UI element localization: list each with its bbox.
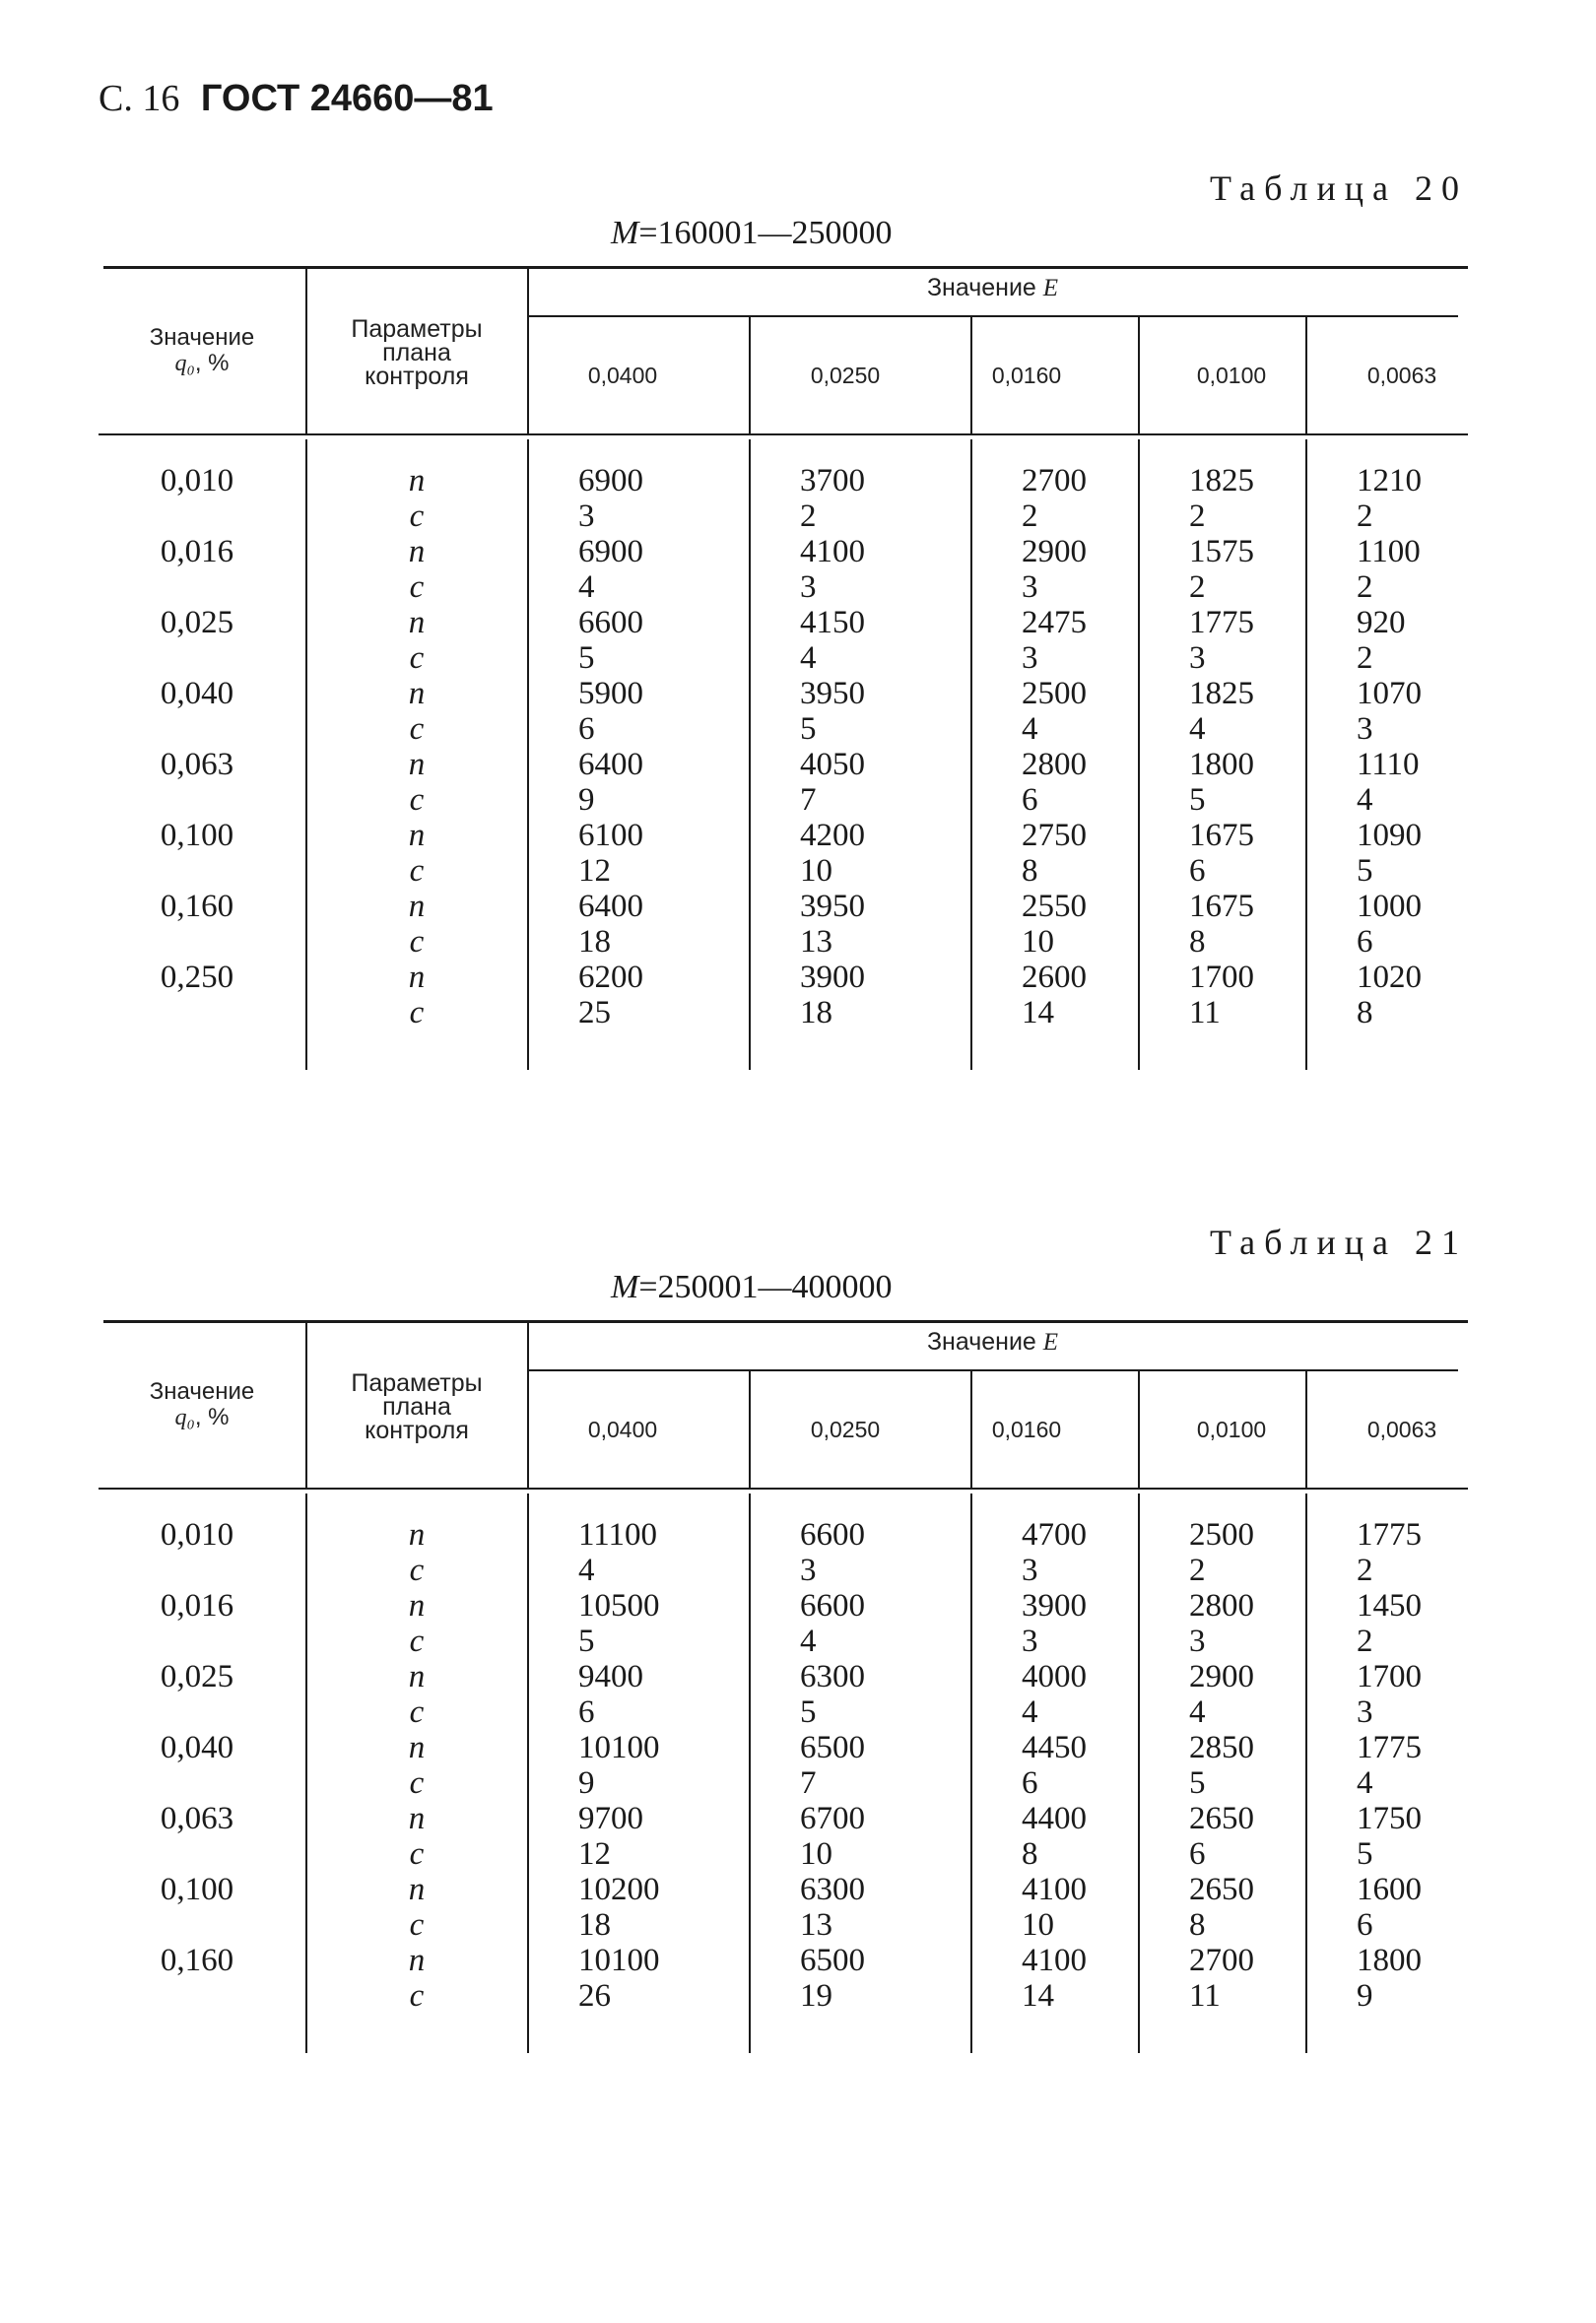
- n-value: 2700: [1022, 463, 1087, 498]
- header-e: [527, 1328, 1458, 1357]
- n-value: 2475: [1022, 605, 1087, 640]
- n-value: 4100: [1022, 1872, 1087, 1907]
- n-value: 9400: [578, 1659, 643, 1694]
- c-value: 4: [800, 1624, 817, 1659]
- c-value: 19: [800, 1978, 832, 2014]
- c-value: 6: [1189, 1836, 1206, 1872]
- c-value: 7: [800, 782, 817, 818]
- column-divider: [527, 439, 529, 1070]
- c-value: 6: [1357, 1907, 1373, 1943]
- c-value: 14: [1022, 1978, 1054, 2014]
- c-value: 2: [1357, 1624, 1373, 1659]
- header-e-value: 0,0063: [1366, 1417, 1437, 1442]
- c-value: 14: [1022, 995, 1054, 1030]
- n-value: 1450: [1357, 1588, 1422, 1624]
- n-value: 2500: [1189, 1517, 1254, 1553]
- n-value: 6300: [800, 1872, 865, 1907]
- n-value: 3900: [1022, 1588, 1087, 1624]
- n-value: 4000: [1022, 1659, 1087, 1694]
- q0-value: 0,025: [160, 1659, 234, 1694]
- q0-value: 0,016: [160, 1588, 234, 1624]
- table-label: Таблица 21: [1210, 1223, 1468, 1262]
- q0-value: 0,063: [160, 1801, 234, 1836]
- c-value: 6: [1357, 924, 1373, 960]
- param-c-label: c: [409, 924, 425, 960]
- c-value: 3: [1022, 569, 1038, 605]
- c-value: 10: [800, 853, 832, 889]
- header-e-symbol: E: [1042, 275, 1059, 301]
- param-c-label: c: [409, 1553, 425, 1588]
- header-bottom-rule: [99, 433, 1468, 435]
- n-value: 1700: [1357, 1659, 1422, 1694]
- header-q0-symbol: q₀: [174, 351, 195, 376]
- n-value: 10100: [578, 1943, 660, 1978]
- c-value: 3: [1189, 1624, 1206, 1659]
- c-value: 3: [1022, 1624, 1038, 1659]
- header-e-symbol: E: [1042, 1329, 1059, 1356]
- param-n-label: n: [408, 1730, 426, 1765]
- n-value: 1775: [1357, 1730, 1422, 1765]
- c-value: 5: [578, 1624, 595, 1659]
- q0-value: 0,250: [160, 960, 234, 995]
- header-e-value: 0,0100: [1196, 1417, 1267, 1442]
- n-value: 6300: [800, 1659, 865, 1694]
- n-value: 2600: [1022, 960, 1087, 995]
- n-value: 3950: [800, 889, 865, 924]
- column-divider: [305, 1493, 307, 2053]
- n-value: 6500: [800, 1730, 865, 1765]
- n-value: 1675: [1189, 818, 1254, 853]
- c-value: 4: [1357, 782, 1373, 818]
- n-value: 4700: [1022, 1517, 1087, 1553]
- q0-value: 0,040: [160, 676, 234, 711]
- param-n-label: n: [408, 889, 426, 924]
- param-n-label: n: [408, 1801, 426, 1836]
- c-value: 2: [800, 498, 817, 534]
- header-q0-symbol-line: [103, 1405, 300, 1430]
- param-n-label: n: [408, 960, 426, 995]
- param-n-label: n: [408, 747, 426, 782]
- c-value: 3: [800, 1553, 817, 1588]
- header-e-label: Значение: [926, 1328, 1043, 1356]
- c-value: 3: [1189, 640, 1206, 676]
- param-n-label: n: [408, 1872, 426, 1907]
- c-value: 6: [578, 711, 595, 747]
- n-value: 10100: [578, 1730, 660, 1765]
- param-n-label: n: [408, 534, 426, 569]
- c-value: 2: [1357, 640, 1373, 676]
- c-value: 3: [1022, 1553, 1038, 1588]
- column-divider: [305, 439, 307, 1070]
- n-value: 4100: [1022, 1943, 1087, 1978]
- header-e-value: 0,0400: [587, 1417, 658, 1442]
- gost-number: ГОСТ 24660—81: [200, 78, 494, 119]
- n-value: 1100: [1357, 534, 1421, 569]
- n-value: 1090: [1357, 818, 1422, 853]
- n-value: 1600: [1357, 1872, 1422, 1907]
- param-n-label: n: [408, 676, 426, 711]
- header-e-value: 0,0400: [587, 363, 658, 388]
- subtitle-range: =160001—250000: [638, 215, 893, 251]
- c-value: 18: [578, 1907, 611, 1943]
- column-divider: [527, 1493, 529, 2053]
- c-value: 10: [1022, 1907, 1054, 1943]
- column-divider: [1138, 1493, 1140, 2053]
- n-value: 6600: [800, 1588, 865, 1624]
- header-q0-unit: , %: [194, 350, 230, 376]
- param-c-label: c: [409, 711, 425, 747]
- page-header: [99, 77, 494, 120]
- table-top-rule: [103, 1320, 1468, 1323]
- subtitle-range: =250001—400000: [638, 1269, 893, 1305]
- param-n-label: n: [408, 1517, 426, 1553]
- c-value: 10: [1022, 924, 1054, 960]
- column-divider: [970, 1493, 972, 2053]
- c-value: 6: [1022, 1765, 1038, 1801]
- q0-value: 0,010: [160, 463, 234, 498]
- n-value: 2650: [1189, 1872, 1254, 1907]
- param-c-label: c: [409, 569, 425, 605]
- n-value: 6200: [578, 960, 643, 995]
- c-value: 8: [1189, 1907, 1206, 1943]
- n-value: 1800: [1189, 747, 1254, 782]
- c-value: 9: [578, 1765, 595, 1801]
- param-n-label: n: [408, 1588, 426, 1624]
- c-value: 4: [800, 640, 817, 676]
- n-value: 1825: [1189, 463, 1254, 498]
- header-params-line: контроля: [365, 1417, 469, 1444]
- c-value: 8: [1357, 995, 1373, 1030]
- c-value: 5: [1357, 1836, 1373, 1872]
- n-value: 2800: [1189, 1588, 1254, 1624]
- n-value: 1000: [1357, 889, 1422, 924]
- table-top-rule: [103, 266, 1468, 269]
- n-value: 6600: [800, 1517, 865, 1553]
- c-value: 11: [1189, 995, 1221, 1030]
- n-value: 2900: [1189, 1659, 1254, 1694]
- n-value: 6900: [578, 534, 643, 569]
- n-value: 6900: [578, 463, 643, 498]
- q0-value: 0,160: [160, 889, 234, 924]
- c-value: 5: [578, 640, 595, 676]
- header-params-line: Параметры: [351, 315, 483, 343]
- header-params: [307, 1371, 526, 1442]
- header-q0-symbol-line: [103, 351, 300, 376]
- c-value: 5: [1189, 1765, 1206, 1801]
- c-value: 8: [1189, 924, 1206, 960]
- c-value: 2: [1189, 498, 1206, 534]
- q0-value: 0,010: [160, 1517, 234, 1553]
- c-value: 8: [1022, 1836, 1038, 1872]
- param-n-label: n: [408, 463, 426, 498]
- n-value: 1775: [1357, 1517, 1422, 1553]
- n-value: 1750: [1357, 1801, 1422, 1836]
- n-value: 2800: [1022, 747, 1087, 782]
- table-subtitle: [611, 1269, 893, 1306]
- header-params-line: контроля: [365, 363, 469, 390]
- header-e-value: 0,0160: [991, 1417, 1062, 1442]
- n-value: 6400: [578, 889, 643, 924]
- header-q0-symbol: q₀: [174, 1405, 195, 1430]
- header-q0-label: Значение: [149, 324, 255, 351]
- c-value: 18: [800, 995, 832, 1030]
- c-value: 2: [1189, 569, 1206, 605]
- page-number: С. 16: [99, 78, 180, 119]
- c-value: 4: [1357, 1765, 1373, 1801]
- table-subtitle: [611, 215, 893, 252]
- header-params: [307, 317, 526, 388]
- n-value: 1675: [1189, 889, 1254, 924]
- column-divider: [1305, 1493, 1307, 2053]
- c-value: 4: [578, 1553, 595, 1588]
- n-value: 1825: [1189, 676, 1254, 711]
- header-params-line: плана: [382, 339, 451, 366]
- header-e-value: 0,0250: [810, 363, 881, 388]
- c-value: 6: [578, 1694, 595, 1730]
- c-value: 9: [578, 782, 595, 818]
- n-value: 5900: [578, 676, 643, 711]
- param-c-label: c: [409, 640, 425, 676]
- n-value: 920: [1357, 605, 1406, 640]
- c-value: 18: [578, 924, 611, 960]
- c-value: 2: [1357, 569, 1373, 605]
- param-n-label: n: [408, 1659, 426, 1694]
- header-params-line: Параметры: [351, 1369, 483, 1397]
- n-value: 10500: [578, 1588, 660, 1624]
- header-params-line: плана: [382, 1393, 451, 1421]
- header-q0-unit: , %: [194, 1404, 230, 1430]
- c-value: 4: [1189, 711, 1206, 747]
- n-value: 3700: [800, 463, 865, 498]
- c-value: 13: [800, 1907, 832, 1943]
- column-divider: [1138, 1371, 1140, 1488]
- header-q0-label: Значение: [149, 1378, 255, 1405]
- param-n-label: n: [408, 605, 426, 640]
- c-value: 2: [1189, 1553, 1206, 1588]
- q0-value: 0,016: [160, 534, 234, 569]
- c-value: 6: [1022, 782, 1038, 818]
- n-value: 6400: [578, 747, 643, 782]
- header-q0: [103, 1379, 300, 1430]
- n-value: 2900: [1022, 534, 1087, 569]
- header-e-value: 0,0250: [810, 1417, 881, 1442]
- header-e-value: 0,0100: [1196, 363, 1267, 388]
- q0-value: 0,100: [160, 818, 234, 853]
- param-n-label: n: [408, 818, 426, 853]
- param-c-label: c: [409, 498, 425, 534]
- n-value: 4200: [800, 818, 865, 853]
- table-20: [0, 167, 1596, 1153]
- q0-value: 0,100: [160, 1872, 234, 1907]
- n-value: 10200: [578, 1872, 660, 1907]
- header-e-value: 0,0063: [1366, 363, 1437, 388]
- q0-value: 0,160: [160, 1943, 234, 1978]
- e-header-rule: [527, 315, 1458, 317]
- param-c-label: c: [409, 995, 425, 1030]
- param-n-label: n: [408, 1943, 426, 1978]
- n-value: 1070: [1357, 676, 1422, 711]
- c-value: 13: [800, 924, 832, 960]
- n-value: 1700: [1189, 960, 1254, 995]
- column-divider: [1305, 439, 1307, 1070]
- c-value: 12: [578, 853, 611, 889]
- n-value: 2700: [1189, 1943, 1254, 1978]
- c-value: 4: [578, 569, 595, 605]
- n-value: 2650: [1189, 1801, 1254, 1836]
- column-divider: [749, 1371, 751, 1488]
- header-bottom-rule: [99, 1488, 1468, 1490]
- c-value: 3: [800, 569, 817, 605]
- q0-value: 0,040: [160, 1730, 234, 1765]
- c-value: 7: [800, 1765, 817, 1801]
- n-value: 1210: [1357, 463, 1422, 498]
- c-value: 2: [1357, 1553, 1373, 1588]
- c-value: 3: [1357, 711, 1373, 747]
- header-e-value: 0,0160: [991, 363, 1062, 388]
- c-value: 5: [1357, 853, 1373, 889]
- column-divider: [970, 439, 972, 1070]
- c-value: 3: [578, 498, 595, 534]
- n-value: 2550: [1022, 889, 1087, 924]
- n-value: 3900: [800, 960, 865, 995]
- column-divider: [749, 1493, 751, 2053]
- n-value: 1800: [1357, 1943, 1422, 1978]
- column-divider: [749, 439, 751, 1070]
- e-header-rule: [527, 1369, 1458, 1371]
- subtitle-variable: M: [611, 215, 639, 251]
- column-divider: [749, 317, 751, 433]
- header-e-label: Значение: [926, 274, 1043, 301]
- n-value: 6100: [578, 818, 643, 853]
- param-c-label: c: [409, 1978, 425, 2014]
- n-value: 1575: [1189, 534, 1254, 569]
- c-value: 3: [1357, 1694, 1373, 1730]
- c-value: 2: [1357, 498, 1373, 534]
- c-value: 10: [800, 1836, 832, 1872]
- c-value: 2: [1022, 498, 1038, 534]
- c-value: 4: [1022, 1694, 1038, 1730]
- c-value: 25: [578, 995, 611, 1030]
- c-value: 11: [1189, 1978, 1221, 2014]
- c-value: 3: [1022, 640, 1038, 676]
- n-value: 4450: [1022, 1730, 1087, 1765]
- n-value: 4050: [800, 747, 865, 782]
- param-c-label: c: [409, 1836, 425, 1872]
- column-divider: [1138, 439, 1140, 1070]
- n-value: 6700: [800, 1801, 865, 1836]
- n-value: 1110: [1357, 747, 1420, 782]
- n-value: 4150: [800, 605, 865, 640]
- c-value: 6: [1189, 853, 1206, 889]
- c-value: 5: [800, 711, 817, 747]
- c-value: 26: [578, 1978, 611, 2014]
- n-value: 6600: [578, 605, 643, 640]
- n-value: 11100: [578, 1517, 658, 1553]
- n-value: 4400: [1022, 1801, 1087, 1836]
- param-c-label: c: [409, 782, 425, 818]
- table-21: [0, 1222, 1596, 2207]
- n-value: 2750: [1022, 818, 1087, 853]
- column-divider: [1138, 317, 1140, 433]
- c-value: 9: [1357, 1978, 1373, 2014]
- n-value: 3950: [800, 676, 865, 711]
- subtitle-variable: M: [611, 1269, 639, 1305]
- c-value: 5: [800, 1694, 817, 1730]
- c-value: 4: [1022, 711, 1038, 747]
- c-value: 5: [1189, 782, 1206, 818]
- header-e: [527, 274, 1458, 302]
- table-label: Таблица 20: [1210, 168, 1468, 208]
- param-c-label: c: [409, 853, 425, 889]
- q0-value: 0,063: [160, 747, 234, 782]
- param-c-label: c: [409, 1624, 425, 1659]
- param-c-label: c: [409, 1694, 425, 1730]
- param-c-label: c: [409, 1907, 425, 1943]
- n-value: 9700: [578, 1801, 643, 1836]
- c-value: 4: [1189, 1694, 1206, 1730]
- header-q0: [103, 325, 300, 376]
- param-c-label: c: [409, 1765, 425, 1801]
- n-value: 4100: [800, 534, 865, 569]
- n-value: 1020: [1357, 960, 1422, 995]
- n-value: 6500: [800, 1943, 865, 1978]
- n-value: 2500: [1022, 676, 1087, 711]
- q0-value: 0,025: [160, 605, 234, 640]
- n-value: 1775: [1189, 605, 1254, 640]
- c-value: 12: [578, 1836, 611, 1872]
- c-value: 8: [1022, 853, 1038, 889]
- n-value: 2850: [1189, 1730, 1254, 1765]
